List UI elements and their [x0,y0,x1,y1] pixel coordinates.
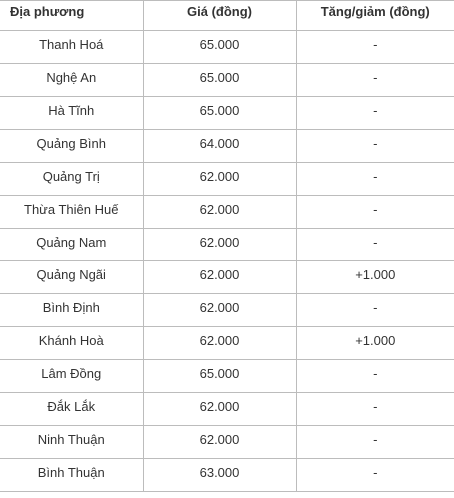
cell-change: - [296,393,454,426]
cell-locality: Ninh Thuận [0,426,143,459]
cell-change: +1.000 [296,327,454,360]
cell-price: 62.000 [143,195,296,228]
table-row [0,294,454,327]
cell-locality: Bình Định [0,294,143,327]
cell-price: 62.000 [143,393,296,426]
cell-change: - [296,294,454,327]
cell-change: - [296,96,454,129]
cell-locality: Thanh Hoá [0,31,143,64]
cell-price: 62.000 [143,294,296,327]
cell-change: - [296,360,454,393]
table-header [0,1,454,31]
table-row [0,261,454,294]
cell-change: - [296,63,454,96]
cell-change: - [296,129,454,162]
cell-locality: Đắk Lắk [0,393,143,426]
cell-price: 65.000 [143,63,296,96]
table-row [0,31,454,64]
cell-locality: Lâm Đồng [0,360,143,393]
cell-locality: Bình Thuận [0,458,143,491]
table-row [0,129,454,162]
cell-change: - [296,458,454,491]
cell-price: 62.000 [143,162,296,195]
table-row [0,393,454,426]
cell-price: 65.000 [143,360,296,393]
cell-price: 62.000 [143,228,296,261]
cell-change: - [296,31,454,64]
table-row [0,360,454,393]
table-row [0,228,454,261]
cell-locality: Quảng Trị [0,162,143,195]
cell-price: 62.000 [143,426,296,459]
table-row [0,162,454,195]
table-row [0,458,454,491]
cell-change: - [296,228,454,261]
cell-change: - [296,162,454,195]
header-price: Giá (đồng) [143,1,296,31]
table-row [0,195,454,228]
cell-locality: Hà Tĩnh [0,96,143,129]
cell-price: 62.000 [143,327,296,360]
table-body [0,31,454,492]
cell-locality: Quảng Ngãi [0,261,143,294]
cell-locality: Nghệ An [0,63,143,96]
header-change: Tăng/giảm (đồng) [296,1,454,31]
cell-change: - [296,426,454,459]
cell-locality: Khánh Hoà [0,327,143,360]
table-row [0,96,454,129]
table-row [0,327,454,360]
cell-locality: Quảng Nam [0,228,143,261]
header-row [0,1,454,31]
cell-locality: Quảng Bình [0,129,143,162]
cell-change: +1.000 [296,261,454,294]
cell-price: 63.000 [143,458,296,491]
cell-price: 64.000 [143,129,296,162]
cell-change: - [296,195,454,228]
cell-locality: Thừa Thiên Huế [0,195,143,228]
table-row [0,63,454,96]
header-locality: Địa phương [0,1,143,31]
table-row [0,426,454,459]
cell-price: 62.000 [143,261,296,294]
cell-price: 65.000 [143,31,296,64]
cell-price: 65.000 [143,96,296,129]
